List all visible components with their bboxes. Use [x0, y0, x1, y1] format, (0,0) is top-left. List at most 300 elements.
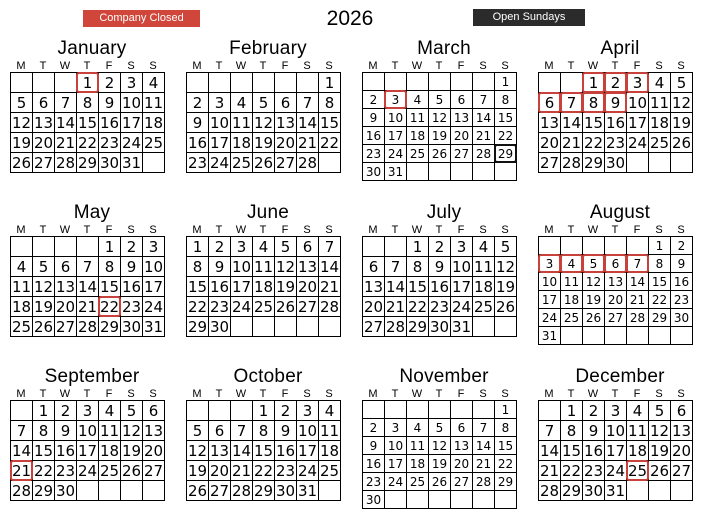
day-cell[interactable]: 21 [539, 462, 560, 480]
day-cell[interactable]: 18 [407, 455, 429, 473]
day-cell[interactable]: 7 [77, 257, 99, 277]
day-cell[interactable]: 4 [473, 237, 495, 257]
day-cell[interactable]: 18 [11, 298, 32, 316]
day-cell[interactable]: 29 [187, 318, 208, 336]
day-cell[interactable]: 12 [11, 114, 32, 132]
day-cell[interactable]: 6 [605, 255, 627, 273]
day-cell[interactable]: 30 [55, 482, 76, 500]
day-cell[interactable]: 21 [561, 134, 582, 152]
day-cell[interactable]: 23 [605, 134, 626, 152]
day-cell[interactable]: 30 [429, 318, 450, 336]
day-cell[interactable]: 23 [671, 291, 693, 309]
day-cell[interactable]: 23 [583, 462, 604, 480]
day-cell[interactable]: 6 [451, 91, 473, 109]
day-cell[interactable]: 8 [253, 421, 275, 441]
day-cell[interactable]: 20 [451, 455, 473, 473]
day-cell[interactable]: 11 [627, 422, 648, 440]
day-cell[interactable]: 21 [473, 455, 495, 473]
day-cell[interactable]: 23 [363, 145, 385, 163]
day-cell[interactable]: 27 [451, 473, 473, 491]
day-cell[interactable]: 6 [143, 401, 165, 421]
day-cell[interactable]: 15 [99, 278, 120, 296]
day-cell[interactable]: 22 [99, 298, 120, 316]
day-cell[interactable]: 11 [407, 437, 429, 455]
day-cell[interactable]: 27 [451, 145, 473, 163]
day-cell[interactable]: 5 [671, 73, 693, 93]
day-cell[interactable]: 22 [319, 134, 340, 152]
day-cell[interactable]: 13 [297, 258, 318, 276]
day-cell[interactable]: 23 [55, 462, 76, 480]
day-cell[interactable]: 11 [231, 114, 252, 132]
day-cell[interactable]: 19 [583, 291, 605, 309]
day-cell[interactable]: 3 [539, 255, 561, 273]
day-cell[interactable]: 1 [407, 237, 429, 257]
day-cell[interactable]: 27 [363, 318, 384, 336]
day-cell[interactable]: 30 [605, 154, 626, 172]
day-cell[interactable]: 26 [275, 298, 296, 316]
day-cell[interactable]: 21 [77, 298, 98, 316]
day-cell[interactable]: 26 [11, 154, 32, 172]
day-cell[interactable]: 24 [385, 473, 407, 491]
day-cell[interactable]: 31 [385, 163, 407, 181]
day-cell[interactable]: 8 [583, 93, 605, 113]
day-cell[interactable]: 16 [121, 278, 142, 296]
day-cell[interactable]: 3 [77, 401, 99, 421]
day-cell[interactable]: 29 [495, 473, 517, 491]
day-cell[interactable]: 14 [561, 114, 582, 132]
day-cell[interactable]: 28 [11, 482, 32, 500]
day-cell[interactable]: 14 [319, 258, 340, 276]
day-cell[interactable]: 24 [385, 145, 407, 163]
day-cell[interactable]: 28 [561, 154, 582, 172]
day-cell[interactable]: 22 [495, 127, 517, 145]
day-cell[interactable]: 20 [451, 127, 473, 145]
day-cell[interactable]: 30 [209, 318, 230, 336]
day-cell[interactable]: 1 [187, 237, 209, 257]
day-cell[interactable]: 2 [187, 93, 209, 113]
day-cell[interactable]: 27 [605, 309, 627, 327]
day-cell[interactable]: 27 [143, 462, 164, 480]
day-cell[interactable]: 13 [451, 437, 473, 455]
day-cell[interactable]: 2 [429, 237, 451, 257]
day-cell[interactable]: 29 [33, 482, 54, 500]
day-cell[interactable]: 17 [143, 278, 164, 296]
day-cell[interactable]: 25 [407, 473, 429, 491]
day-cell[interactable]: 7 [561, 93, 583, 113]
day-cell[interactable]: 24 [121, 134, 142, 152]
day-cell[interactable]: 31 [297, 482, 318, 500]
day-cell[interactable]: 29 [253, 482, 274, 500]
day-cell[interactable]: 9 [121, 257, 143, 277]
day-cell[interactable]: 12 [121, 422, 142, 440]
day-cell[interactable]: 18 [473, 278, 494, 296]
day-cell[interactable]: 4 [407, 419, 429, 437]
day-cell[interactable]: 21 [11, 462, 32, 480]
day-cell[interactable]: 23 [121, 298, 142, 316]
day-cell[interactable]: 1 [583, 73, 605, 93]
day-cell[interactable]: 11 [319, 422, 340, 440]
day-cell[interactable]: 12 [495, 258, 516, 276]
day-cell[interactable]: 25 [407, 145, 429, 163]
day-cell[interactable]: 8 [495, 91, 517, 109]
day-cell[interactable]: 6 [671, 401, 693, 421]
day-cell[interactable]: 6 [209, 421, 231, 441]
day-cell[interactable]: 1 [253, 401, 275, 421]
day-cell[interactable]: 14 [627, 273, 649, 291]
day-cell[interactable]: 16 [671, 273, 693, 291]
day-cell[interactable]: 13 [539, 114, 560, 132]
day-cell[interactable]: 28 [55, 154, 76, 172]
day-cell[interactable]: 28 [319, 298, 340, 316]
day-cell[interactable]: 23 [187, 154, 208, 172]
day-cell[interactable]: 22 [253, 462, 274, 480]
day-cell[interactable]: 5 [275, 237, 297, 257]
day-cell[interactable]: 20 [143, 442, 164, 460]
day-cell[interactable]: 28 [231, 482, 252, 500]
day-cell[interactable]: 10 [209, 114, 230, 132]
day-cell[interactable]: 14 [473, 109, 495, 127]
day-cell[interactable]: 29 [407, 318, 428, 336]
day-cell[interactable]: 10 [627, 94, 648, 112]
day-cell[interactable]: 29 [561, 482, 582, 500]
day-cell[interactable]: 20 [209, 462, 230, 480]
day-cell[interactable]: 14 [11, 442, 32, 460]
day-cell[interactable]: 15 [187, 278, 208, 296]
day-cell[interactable]: 20 [671, 442, 692, 460]
day-cell[interactable]: 6 [55, 257, 77, 277]
day-cell[interactable]: 17 [605, 442, 626, 460]
day-cell[interactable]: 17 [231, 278, 252, 296]
day-cell[interactable]: 18 [627, 442, 648, 460]
day-cell[interactable]: 18 [99, 442, 120, 460]
day-cell[interactable]: 16 [275, 442, 296, 460]
day-cell[interactable]: 2 [99, 73, 121, 93]
day-cell[interactable]: 21 [627, 291, 649, 309]
day-cell[interactable]: 8 [319, 93, 341, 113]
day-cell[interactable]: 13 [671, 422, 692, 440]
day-cell[interactable]: 22 [77, 134, 98, 152]
day-cell[interactable]: 26 [121, 462, 142, 480]
day-cell[interactable]: 27 [33, 154, 54, 172]
day-cell[interactable]: 24 [627, 134, 648, 152]
day-cell[interactable]: 4 [99, 401, 121, 421]
day-cell[interactable]: 30 [671, 309, 693, 327]
day-cell[interactable]: 25 [253, 298, 274, 316]
day-cell[interactable]: 29 [99, 318, 120, 336]
day-cell[interactable]: 3 [231, 237, 253, 257]
day-cell[interactable]: 17 [297, 442, 318, 460]
day-cell[interactable]: 20 [33, 134, 54, 152]
day-cell[interactable]: 7 [231, 421, 253, 441]
day-cell[interactable]: 24 [605, 462, 626, 480]
day-cell[interactable]: 22 [649, 291, 671, 309]
day-cell[interactable]: 18 [649, 114, 670, 132]
day-cell[interactable]: 9 [605, 93, 627, 113]
day-cell[interactable]: 24 [77, 462, 98, 480]
day-cell[interactable]: 26 [429, 473, 451, 491]
day-cell[interactable]: 13 [363, 278, 384, 296]
day-cell[interactable]: 25 [319, 462, 340, 480]
day-cell[interactable]: 15 [495, 109, 517, 127]
day-cell[interactable]: 6 [539, 93, 561, 113]
day-cell[interactable]: 11 [649, 94, 670, 112]
day-cell[interactable]: 2 [363, 91, 385, 109]
day-cell[interactable]: 15 [561, 442, 582, 460]
day-cell[interactable]: 28 [473, 145, 495, 163]
day-cell[interactable]: 9 [275, 421, 297, 441]
day-cell[interactable]: 7 [11, 421, 33, 441]
day-cell[interactable]: 16 [187, 134, 208, 152]
day-cell[interactable]: 15 [407, 278, 428, 296]
day-cell[interactable]: 20 [539, 134, 560, 152]
day-cell[interactable]: 16 [363, 455, 385, 473]
day-cell[interactable]: 28 [539, 482, 560, 500]
day-cell[interactable]: 27 [55, 318, 76, 336]
day-cell[interactable]: 1 [99, 237, 121, 257]
day-cell[interactable]: 25 [231, 154, 252, 172]
day-cell[interactable]: 7 [297, 93, 319, 113]
day-cell[interactable]: 13 [55, 278, 76, 296]
day-cell[interactable]: 16 [583, 442, 604, 460]
day-cell[interactable]: 15 [319, 114, 340, 132]
day-cell[interactable]: 25 [561, 309, 583, 327]
day-cell[interactable]: 7 [473, 419, 495, 437]
day-cell[interactable]: 17 [121, 114, 142, 132]
day-cell[interactable]: 16 [99, 114, 120, 132]
day-cell[interactable]: 7 [55, 93, 77, 113]
day-cell[interactable]: 13 [143, 422, 164, 440]
day-cell[interactable]: 5 [253, 93, 275, 113]
day-cell[interactable]: 11 [561, 273, 583, 291]
day-cell[interactable]: 28 [77, 318, 98, 336]
day-cell[interactable]: 13 [33, 114, 54, 132]
day-cell[interactable]: 8 [187, 257, 209, 277]
day-cell[interactable]: 19 [33, 298, 54, 316]
day-cell[interactable]: 10 [297, 422, 318, 440]
day-cell[interactable]: 15 [583, 114, 604, 132]
day-cell[interactable]: 12 [649, 422, 670, 440]
day-cell[interactable]: 1 [33, 401, 55, 421]
day-cell[interactable]: 15 [253, 442, 274, 460]
day-cell[interactable]: 5 [429, 419, 451, 437]
day-cell[interactable]: 17 [627, 114, 648, 132]
day-cell[interactable]: 17 [385, 127, 407, 145]
day-cell[interactable]: 2 [275, 401, 297, 421]
day-cell[interactable]: 12 [33, 278, 54, 296]
day-cell[interactable]: 19 [187, 462, 208, 480]
day-cell[interactable]: 19 [671, 114, 692, 132]
day-cell[interactable]: 2 [121, 237, 143, 257]
day-cell[interactable]: 25 [143, 134, 164, 152]
day-cell[interactable]: 3 [297, 401, 319, 421]
day-cell[interactable]: 27 [275, 154, 296, 172]
day-cell[interactable]: 3 [451, 237, 473, 257]
day-cell[interactable]: 5 [429, 91, 451, 109]
day-cell[interactable]: 6 [451, 419, 473, 437]
day-cell[interactable]: 30 [99, 154, 120, 172]
day-cell[interactable]: 11 [253, 258, 274, 276]
day-cell[interactable]: 13 [209, 442, 230, 460]
day-cell[interactable]: 24 [143, 298, 164, 316]
day-cell[interactable]: 22 [495, 455, 517, 473]
day-cell[interactable]: 14 [77, 278, 98, 296]
day-cell[interactable]: 26 [33, 318, 54, 336]
day-cell[interactable]: 26 [649, 462, 670, 480]
day-cell[interactable]: 24 [539, 309, 561, 327]
day-cell[interactable]: 30 [121, 318, 142, 336]
day-cell[interactable]: 22 [33, 462, 54, 480]
day-cell[interactable]: 13 [451, 109, 473, 127]
day-cell[interactable]: 9 [55, 421, 77, 441]
day-cell[interactable]: 14 [473, 437, 495, 455]
day-cell[interactable]: 23 [429, 298, 450, 316]
day-cell[interactable]: 4 [561, 255, 583, 273]
day-cell[interactable]: 25 [627, 462, 648, 480]
day-cell[interactable]: 25 [99, 462, 120, 480]
day-cell[interactable]: 17 [385, 455, 407, 473]
day-cell[interactable]: 14 [385, 278, 406, 296]
day-cell[interactable]: 31 [605, 482, 626, 500]
day-cell[interactable]: 8 [495, 419, 517, 437]
day-cell[interactable]: 1 [319, 73, 341, 93]
day-cell[interactable]: 5 [583, 255, 605, 273]
day-cell[interactable]: 5 [33, 257, 55, 277]
day-cell[interactable]: 19 [253, 134, 274, 152]
day-cell[interactable]: 31 [121, 154, 142, 172]
day-cell[interactable]: 9 [209, 257, 231, 277]
day-cell[interactable]: 18 [319, 442, 340, 460]
day-cell[interactable]: 21 [297, 134, 318, 152]
day-cell[interactable]: 7 [473, 91, 495, 109]
day-cell[interactable]: 12 [429, 109, 451, 127]
day-cell[interactable]: 24 [209, 154, 230, 172]
day-cell[interactable]: 1 [561, 401, 583, 421]
day-cell[interactable]: 8 [33, 421, 55, 441]
day-cell[interactable]: 4 [143, 73, 165, 93]
day-cell[interactable]: 24 [451, 298, 472, 316]
day-cell[interactable]: 20 [297, 278, 318, 296]
day-cell[interactable]: 23 [209, 298, 230, 316]
day-cell[interactable]: 2 [671, 237, 693, 255]
day-cell[interactable]: 5 [495, 237, 517, 257]
day-cell[interactable]: 26 [253, 154, 274, 172]
day-cell[interactable]: 18 [407, 127, 429, 145]
day-cell[interactable]: 12 [187, 442, 208, 460]
day-cell[interactable]: 10 [451, 258, 472, 276]
day-cell[interactable]: 21 [319, 278, 340, 296]
day-cell[interactable]: 1 [495, 401, 517, 419]
day-cell[interactable]: 14 [55, 114, 76, 132]
day-cell[interactable]: 5 [11, 93, 33, 113]
day-cell[interactable]: 9 [583, 421, 605, 441]
day-cell[interactable]: 16 [55, 442, 76, 460]
day-cell[interactable]: 25 [11, 318, 32, 336]
day-cell[interactable]: 2 [209, 237, 231, 257]
day-cell[interactable]: 12 [253, 114, 274, 132]
day-cell[interactable]: 28 [473, 473, 495, 491]
day-cell[interactable]: 19 [649, 442, 670, 460]
day-cell[interactable]: 10 [385, 437, 407, 455]
day-cell[interactable]: 21 [473, 127, 495, 145]
day-cell[interactable]: 10 [77, 422, 98, 440]
day-cell[interactable]: 27 [209, 482, 230, 500]
day-cell[interactable]: 29 [649, 309, 671, 327]
day-cell[interactable]: 18 [253, 278, 274, 296]
day-cell[interactable]: 14 [231, 442, 252, 460]
day-cell[interactable]: 31 [451, 318, 472, 336]
day-cell[interactable]: 10 [143, 258, 164, 276]
day-cell[interactable]: 10 [605, 422, 626, 440]
day-cell[interactable]: 15 [77, 114, 98, 132]
day-cell[interactable]: 23 [99, 134, 120, 152]
day-cell[interactable]: 13 [605, 273, 627, 291]
day-cell[interactable]: 25 [473, 298, 494, 316]
day-cell[interactable]: 3 [627, 73, 649, 93]
day-cell[interactable]: 19 [11, 134, 32, 152]
day-cell[interactable]: 12 [429, 437, 451, 455]
day-cell[interactable]: 3 [605, 401, 627, 421]
day-cell[interactable]: 16 [209, 278, 230, 296]
day-cell[interactable]: 4 [627, 401, 649, 421]
day-cell[interactable]: 2 [363, 419, 385, 437]
day-cell[interactable]: 21 [231, 462, 252, 480]
day-cell[interactable]: 17 [77, 442, 98, 460]
day-cell[interactable]: 10 [385, 109, 407, 127]
day-cell[interactable]: 18 [561, 291, 583, 309]
day-cell[interactable]: 3 [385, 419, 407, 437]
day-cell[interactable]: 18 [231, 134, 252, 152]
day-cell[interactable]: 31 [143, 318, 164, 336]
day-cell[interactable]: 8 [77, 93, 99, 113]
day-cell[interactable]: 30 [583, 482, 604, 500]
day-cell[interactable]: 26 [671, 134, 692, 152]
day-cell[interactable]: 22 [583, 134, 604, 152]
day-cell[interactable]: 3 [143, 237, 165, 257]
day-cell[interactable]: 6 [33, 93, 55, 113]
day-cell[interactable]: 9 [363, 437, 385, 455]
day-cell[interactable]: 26 [583, 309, 605, 327]
day-cell[interactable]: 28 [385, 318, 406, 336]
day-cell[interactable]: 12 [583, 273, 605, 291]
day-cell[interactable]: 29 [495, 145, 517, 163]
day-cell[interactable]: 20 [363, 298, 384, 316]
day-cell[interactable]: 18 [143, 114, 164, 132]
day-cell[interactable]: 12 [671, 94, 692, 112]
day-cell[interactable]: 15 [495, 437, 517, 455]
day-cell[interactable]: 6 [363, 257, 385, 277]
day-cell[interactable]: 10 [539, 273, 561, 291]
day-cell[interactable]: 4 [231, 93, 253, 113]
day-cell[interactable]: 6 [275, 93, 297, 113]
day-cell[interactable]: 20 [605, 291, 627, 309]
day-cell[interactable]: 30 [363, 491, 385, 509]
day-cell[interactable]: 4 [253, 237, 275, 257]
day-cell[interactable]: 7 [539, 421, 561, 441]
day-cell[interactable]: 5 [187, 421, 209, 441]
day-cell[interactable]: 23 [275, 462, 296, 480]
day-cell[interactable]: 3 [385, 91, 407, 109]
day-cell[interactable]: 17 [539, 291, 561, 309]
day-cell[interactable]: 10 [231, 258, 252, 276]
day-cell[interactable]: 3 [121, 73, 143, 93]
day-cell[interactable]: 22 [187, 298, 208, 316]
day-cell[interactable]: 6 [297, 237, 319, 257]
day-cell[interactable]: 27 [539, 154, 560, 172]
day-cell[interactable]: 27 [671, 462, 692, 480]
day-cell[interactable]: 22 [407, 298, 428, 316]
day-cell[interactable]: 30 [275, 482, 296, 500]
day-cell[interactable]: 9 [187, 113, 209, 133]
